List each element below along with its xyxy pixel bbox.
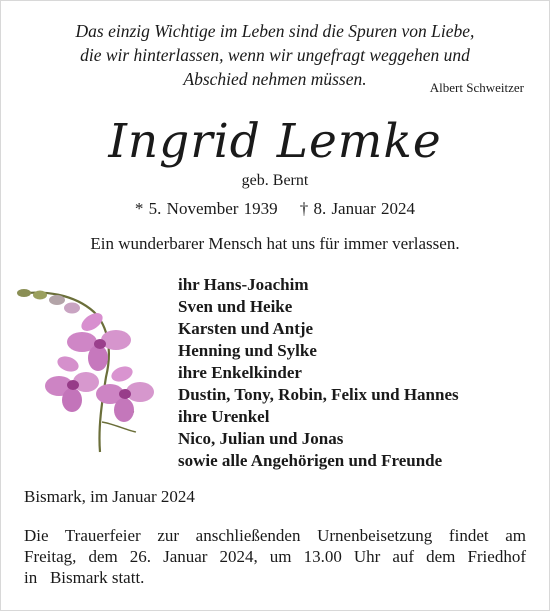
mourner-line: sowie alle Angehörigen und Freunde xyxy=(178,451,443,470)
mourner-line: Henning und Sylke xyxy=(178,341,317,360)
orchid-blossom xyxy=(96,364,154,422)
quote-line: die wir hinterlassen, wenn wir ungefragt weggehen und xyxy=(80,45,470,65)
funeral-notice-line: Die Trauerfeier zur anschließenden Urnenbeisetzung findet am xyxy=(24,526,526,545)
mourner-line: Nico, Julian und Jonas xyxy=(178,429,344,448)
maiden-name: geb. Bernt xyxy=(241,172,309,189)
farewell-message: Ein wunderbarer Mensch hat uns für immer verlassen. xyxy=(90,234,460,253)
mourner-line: Sven und Heike xyxy=(178,297,293,316)
deceased-name: Ingrid Lemke xyxy=(108,114,442,169)
mourner-line: ihre Urenkel xyxy=(178,407,270,426)
mourner-line: ihre Enkelkinder xyxy=(178,363,302,382)
mourner-line: Dustin, Tony, Robin, Felix und Hannes xyxy=(178,385,459,404)
quote-line: Das einzig Wichtige im Leben sind die Spuren von Liebe, xyxy=(75,21,475,41)
death-date: † 8. Januar 2024 xyxy=(299,199,416,218)
funeral-notice xyxy=(24,525,526,588)
quote-author: Albert Schweitzer xyxy=(429,80,524,95)
birth-date: * 5. November 1939 xyxy=(134,199,278,218)
mourner-line: ihr Hans-Joachim xyxy=(178,275,309,294)
funeral-notice-line: Freitag, dem 26. Januar 2024, um 13.00 Uhr auf dem Friedhof xyxy=(24,547,526,566)
quote-line: Abschied nehmen müssen. xyxy=(183,69,367,89)
funeral-notice-line: in Bismark statt. xyxy=(24,568,145,587)
mourner-line: Karsten und Antje xyxy=(178,319,314,338)
orchid-image xyxy=(14,282,164,454)
life-dates xyxy=(0,199,550,219)
mourners-list xyxy=(178,274,459,472)
place-date: Bismark, im Januar 2024 xyxy=(24,487,195,506)
